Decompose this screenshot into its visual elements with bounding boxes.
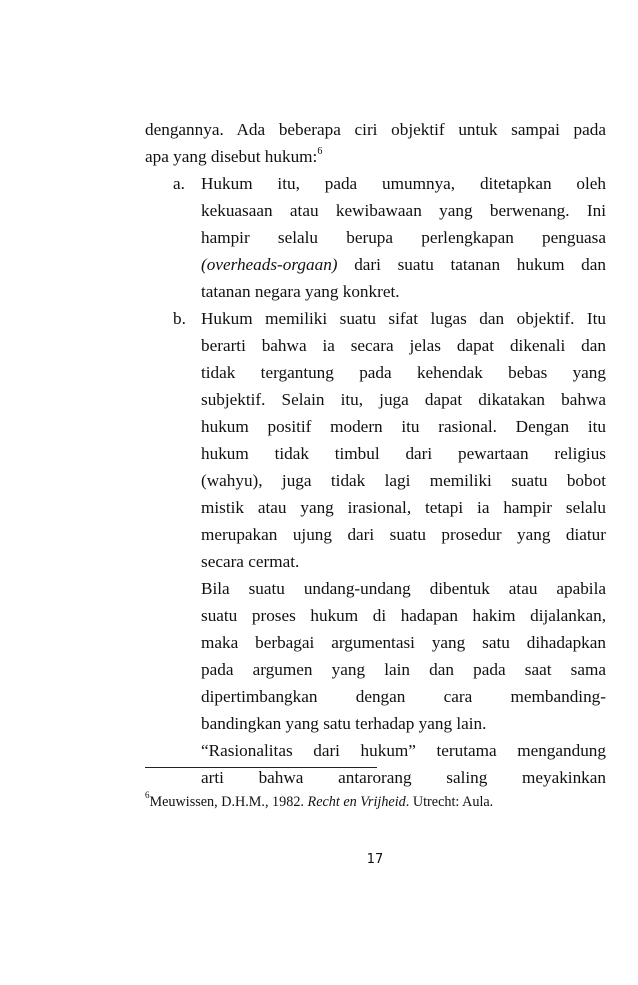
body-text <box>145 116 606 791</box>
intro-line-2-text: apa yang disebut hukum: <box>145 147 318 166</box>
item-b-line-8: mistik atau yang irasional, tetapi ia hampir selalu <box>201 498 606 517</box>
item-b-line-3: tidak tergantung pada kehendak bebas yang <box>201 363 606 382</box>
paragraph-3-line-2: arti bahwa antarorang saling meyakinkan <box>201 768 606 787</box>
paragraph-2-line-4: pada argumen yang lain dan pada saat sama <box>201 660 606 679</box>
paragraph-3-line-1: “Rasionalitas dari hukum” terutama mengandung <box>201 741 606 760</box>
footnote-reference: 6 <box>317 146 323 158</box>
footnote-divider <box>145 767 377 768</box>
item-b-line-10: secara cermat. <box>201 552 300 571</box>
italic-term: (overheads-orgaan) <box>201 255 338 274</box>
paragraph-2-line-3: maka berbagai argumentasi yang satu dihadapkan <box>201 633 606 652</box>
footnote <box>145 792 493 812</box>
item-b-line-6: hukum tidak timbul dari pewartaan religius <box>201 444 606 463</box>
item-a-line-4-rest: dari suatu tatanan hukum dan <box>337 255 606 274</box>
page-number: 17 <box>366 852 384 867</box>
item-a-line-1 <box>145 170 606 197</box>
intro-line-1: dengannya. Ada beberapa ciri objektif untuk sampai pada <box>145 120 606 139</box>
item-a-marker: a. <box>173 174 185 193</box>
item-b-marker: b. <box>173 309 186 328</box>
item-b-line-2: berarti bahwa ia secara jelas dapat dikenali dan <box>201 336 606 355</box>
item-b-line-7: (wahyu), juga tidak lagi memiliki suatu bobot <box>201 471 606 490</box>
item-a-line-4 <box>201 251 606 278</box>
footnote-number: 6 <box>145 790 150 801</box>
item-b-line-5: hukum positif modern itu rasional. Dengan itu <box>201 417 606 436</box>
paragraph-2-line-1: Bila suatu undang-undang dibentuk atau apabila <box>201 579 606 598</box>
footnote-title: Recht en Vrijheid <box>307 794 406 810</box>
footnote-text-before: Meuwissen, D.H.M., 1982. <box>149 794 308 810</box>
footnote-text-after: . Utrecht: Aula. <box>405 794 494 810</box>
paragraph-2-line-2: suatu proses hukum di hadapan hakim dijalankan, <box>201 606 606 625</box>
item-b-line-1-text: Hukum memiliki suatu sifat lugas dan objektif. Itu <box>201 309 606 328</box>
paragraph-2-line-6: bandingkan yang satu terhadap yang lain. <box>201 714 487 733</box>
item-a-line-3: hampir selalu berupa perlengkapan penguasa <box>201 228 606 247</box>
item-b-line-9: merupakan ujung dari suatu prosedur yang diatur <box>201 525 606 544</box>
paragraph-2-line-5: dipertimbangkan dengan cara membanding- <box>201 687 606 706</box>
item-a-line-1-text: Hukum itu, pada umumnya, ditetapkan oleh <box>201 174 606 193</box>
intro-line-2 <box>145 143 606 170</box>
item-b-line-1 <box>145 305 606 332</box>
item-a-line-2: kekuasaan atau kewibawaan yang berwenang. Ini <box>201 201 606 220</box>
item-b-line-4: subjektif. Selain itu, juga dapat dikatakan bahwa <box>201 390 606 409</box>
item-a-line-5: tatanan negara yang konkret. <box>201 282 400 301</box>
